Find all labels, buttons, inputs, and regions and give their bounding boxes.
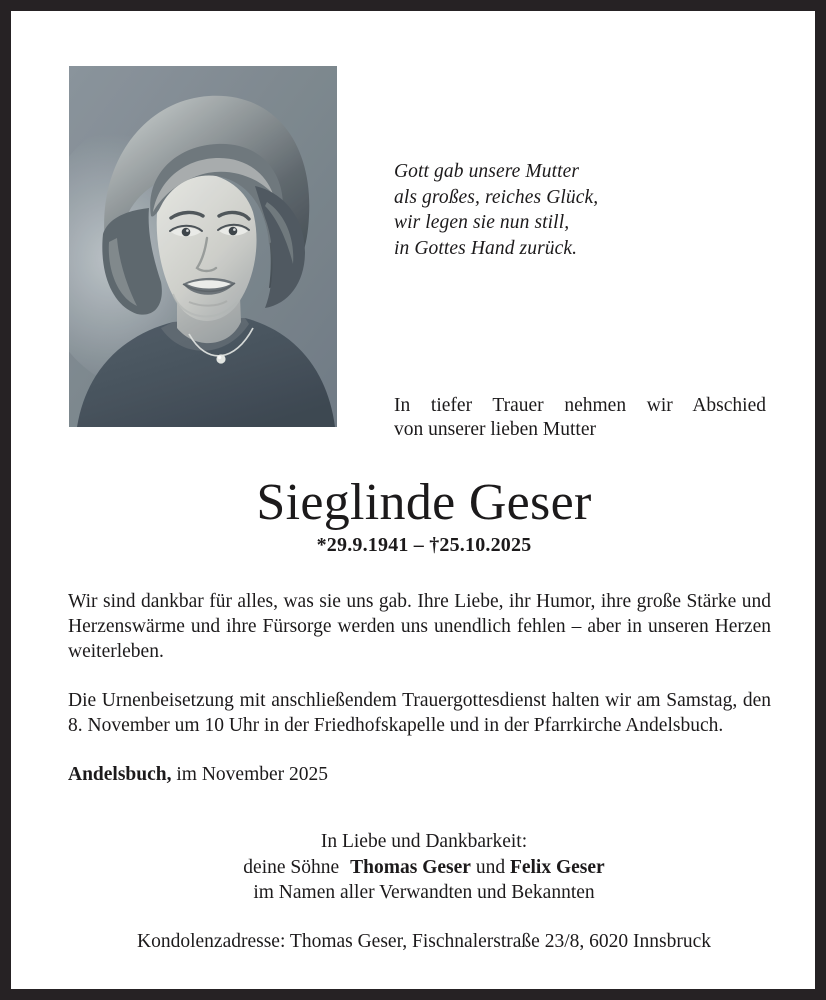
sons-conjunction: und (470, 856, 510, 878)
place-date-line (68, 762, 771, 787)
place-date: im November 2025 (171, 764, 329, 785)
mourning-intro (394, 394, 766, 442)
family-signature (22, 829, 826, 906)
sons-names (350, 855, 605, 881)
deceased-dates: *29.9.1941 – †25.10.2025 (316, 534, 532, 556)
son-name-2: Felix Geser (509, 856, 605, 878)
mourning-intro-line-1: In tiefer Trauer nehmen wir Abschied (394, 395, 766, 416)
son-name-1: Thomas Geser (350, 856, 471, 878)
verse-line-4: in Gottes Hand zurück. (394, 237, 578, 259)
family-closing: im Namen aller Verwandten und Bekannten (253, 882, 595, 903)
deceased-name-block (22, 474, 826, 557)
portrait-photograph (69, 66, 337, 427)
verse-line-3: wir legen sie nun still, (394, 212, 570, 233)
sons-row (22, 855, 826, 881)
mourning-intro-line-2: von unserer lieben Mutter (394, 419, 596, 440)
sons-label: deine Söhne (243, 856, 340, 878)
deceased-name: Sieglinde Geser (256, 474, 592, 531)
condolence-address: Kondolenzadresse: Thomas Geser, Fischnalerstraße 23/8, 6020 Innsbruck (137, 931, 711, 952)
body-text (68, 589, 771, 787)
body-paragraph-1: Wir sind dankbar für alles, was sie uns gab. Ihre Liebe, ihr Humor, ihre große Stärke und Herzenswärme und ihre Fürsorge werden uns unendlich fehlen – aber in unseren Herzen weiterleben. (68, 591, 771, 662)
verse-line-1: Gott gab unsere Mutter (394, 161, 580, 182)
verse-line-2: als großes, reiches Glück, (394, 186, 599, 208)
family-heading: In Liebe und Dankbarkeit: (320, 831, 528, 852)
place-name: Andelsbuch, (68, 764, 172, 785)
memorial-verse (394, 159, 754, 261)
portrait-photograph-graphic (69, 66, 337, 427)
body-paragraph-2: Die Urnenbeisetzung mit anschließendem Trauergottesdienst halten wir am Samstag, den 8. November um 10 Uhr in der Friedhofskapelle und in der Pfarrkirche Andelsbuch. (68, 690, 771, 736)
